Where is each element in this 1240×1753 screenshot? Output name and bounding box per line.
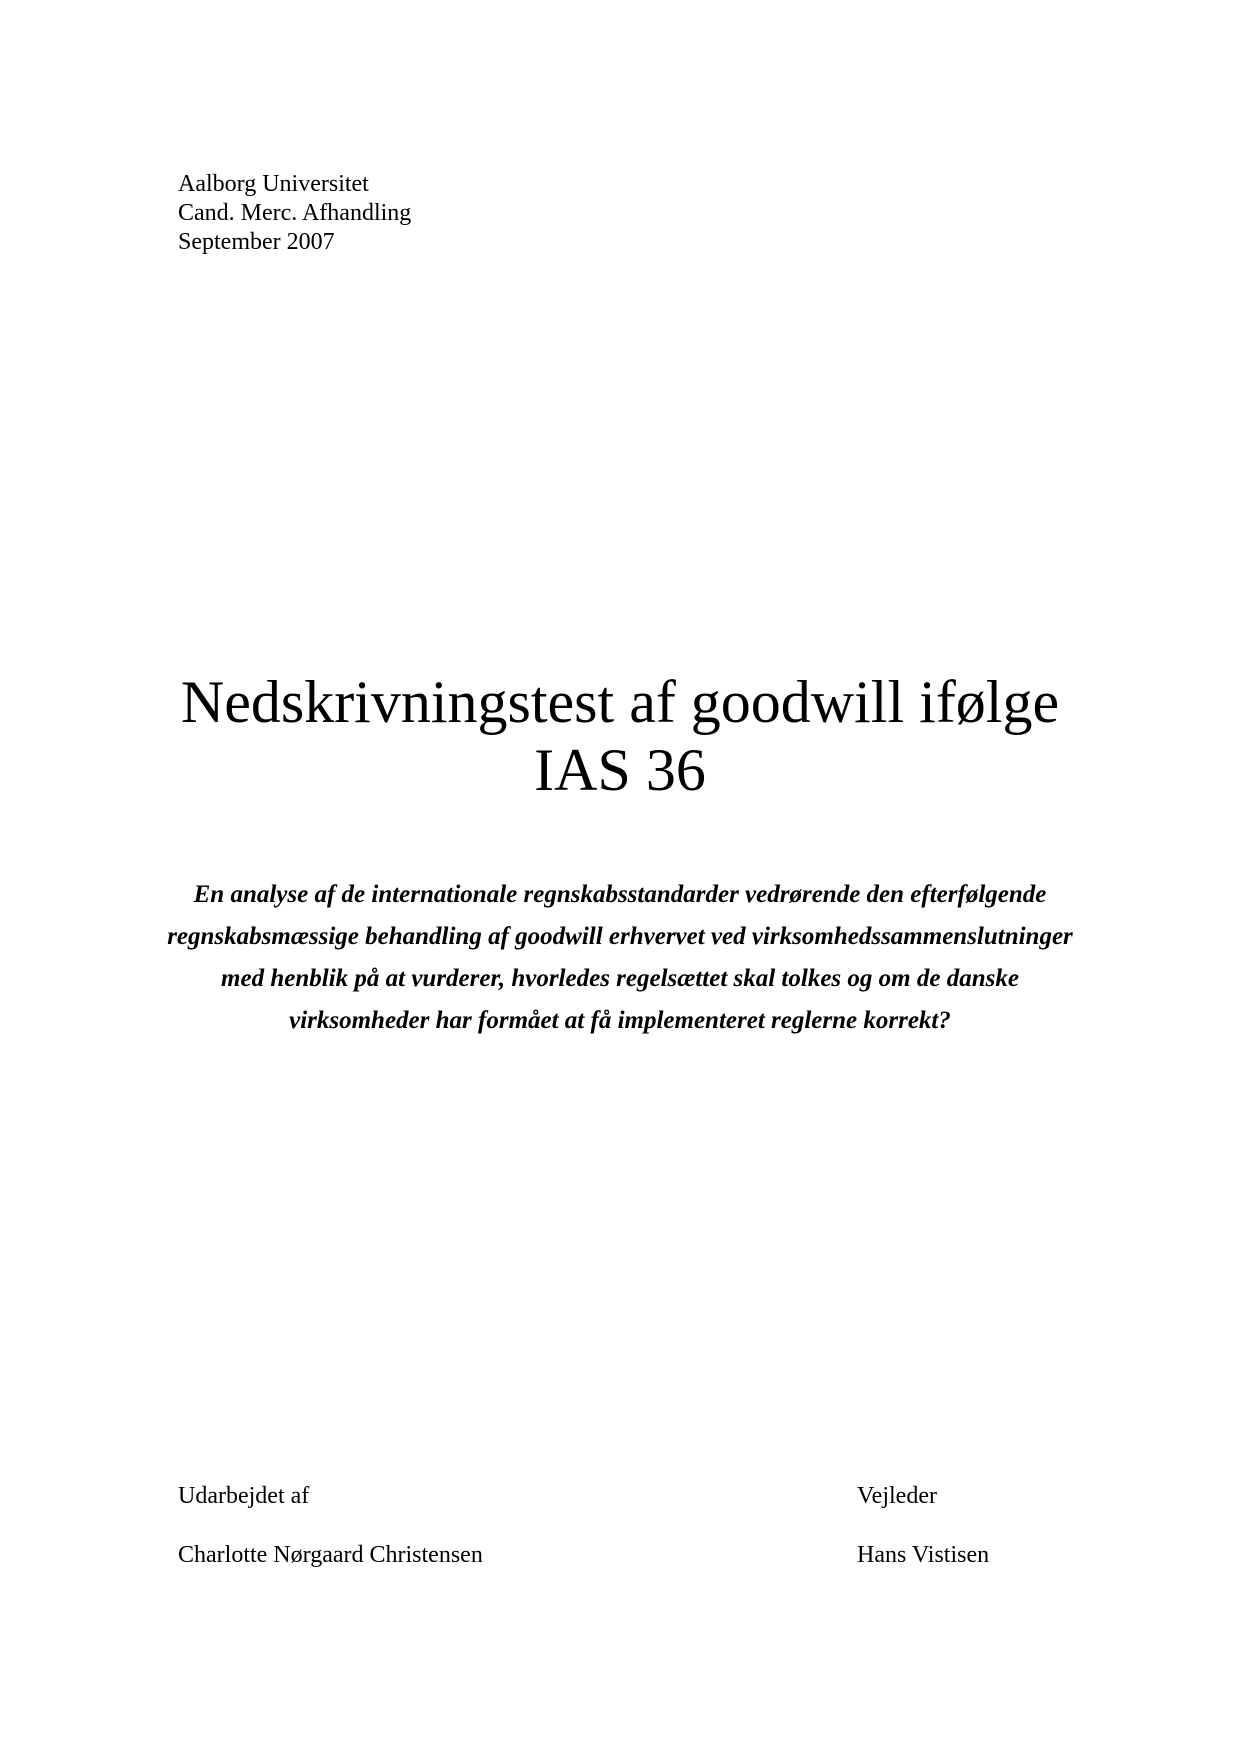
header-institution: Aalborg Universitet [178, 171, 369, 197]
supervisor-label: Vejleder [857, 1483, 937, 1509]
subtitle-line: regnskabsmæssige behandling af goodwill erhvervet ved virksomhedssammenslutninger [167, 923, 1073, 950]
page-title-line-2: IAS 36 [534, 737, 706, 803]
document-header [178, 170, 411, 257]
thesis-subtitle [0, 874, 1240, 1042]
supervisor-name: Hans Vistisen [857, 1542, 990, 1568]
supervisor-column [857, 1482, 989, 1570]
header-date: September 2007 [178, 229, 335, 255]
page-title-line-1: Nedskrivningstest af goodwill ifølge [180, 669, 1060, 735]
page-title [0, 668, 1240, 804]
subtitle-line: med henblik på at vurderer, hvorledes regelsættet skal tolkes og om de danske [221, 965, 1019, 992]
author-column [178, 1482, 483, 1570]
subtitle-line: En analyse af de internationale regnskabsstandarder vedrørende den efterfølgende [193, 881, 1047, 908]
header-program: Cand. Merc. Afhandling [178, 200, 412, 226]
author-name: Charlotte Nørgaard Christensen [178, 1542, 483, 1568]
author-label: Udarbejdet af [178, 1483, 310, 1509]
subtitle-line: virksomheder har formået at få implementeret reglerne korrekt? [289, 1007, 951, 1034]
